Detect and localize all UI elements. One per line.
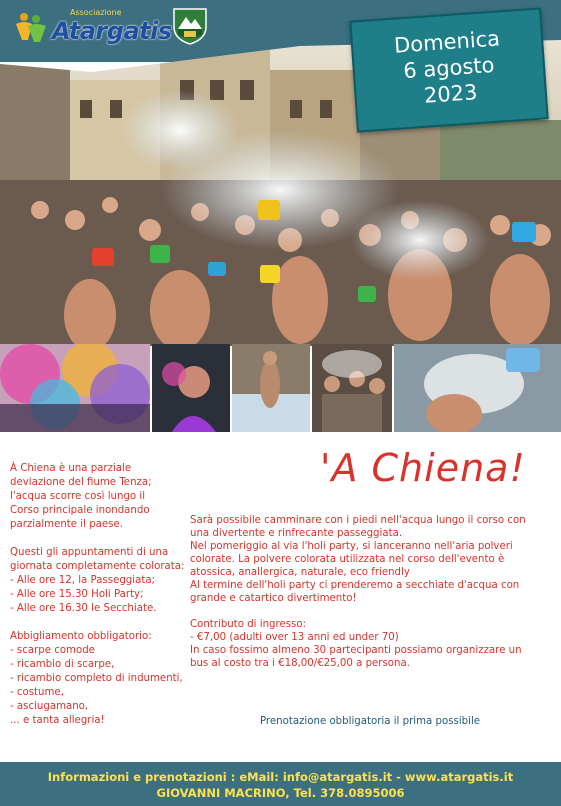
gear-line: - scarpe comode — [10, 645, 95, 656]
schedule-line: Questi gli appuntamenti di una — [10, 547, 169, 558]
date-sign — [349, 7, 548, 132]
fee-line: bus al costo tra i €18,00/€25,00 a persona. — [190, 658, 410, 669]
description-line: Nel pomeriggio al via l'holi party, si lanceranno nell'aria polveri — [190, 541, 513, 552]
intro-line: Corso principale inondando — [10, 505, 150, 516]
holi-colors-photo — [0, 344, 150, 432]
logo-name: Atargatis — [52, 17, 172, 45]
gear-line: ... e tanta allegria! — [10, 715, 105, 726]
description-line: grande e catartico divertimento! — [190, 593, 357, 604]
contact-person: GIOVANNI MACRINO, Tel. 378.0895006 — [156, 786, 405, 800]
description-line: Sarà possibile camminare con i piedi nell'acqua lungo il corso con — [190, 515, 526, 526]
fee-line: In caso fossimo almeno 30 partecipanti possiamo organizzare un — [190, 645, 522, 656]
description-line: una divertente e rinfrecante passeggiata. — [190, 528, 403, 539]
atargatis-logo — [14, 8, 172, 45]
schedule-line: - Alle ore 15.30 Holi Party; — [10, 589, 144, 600]
intro-block — [10, 462, 185, 532]
schedule-line: - Alle ore 12, la Passeggiata; — [10, 575, 155, 586]
gear-line: - costume, — [10, 687, 64, 698]
holi-girl-photo — [152, 344, 230, 432]
left-info-column — [10, 462, 185, 728]
fee-paragraph — [190, 618, 550, 670]
date-day-month: 6 agosto — [402, 52, 496, 84]
schedule-line: - Alle ore 16.30 le Secchiate. — [10, 603, 157, 614]
description-line: Al termine dell'holi party ci prenderemo a secchiate d'acqua con — [190, 580, 520, 591]
description-paragraph — [190, 514, 550, 605]
date-year: 2023 — [423, 80, 479, 108]
gear-line: Abbigliamento obbligatorio: — [10, 631, 152, 642]
description-line: atossica, anallergica, naturale, eco friendly — [190, 567, 410, 578]
schedule-block — [10, 546, 185, 616]
intro-line: l'acqua scorre così lungo il — [10, 491, 146, 502]
gear-line: - asciugamano, — [10, 701, 89, 712]
intro-line: deviazione del fiume Tenza; — [10, 477, 152, 488]
gear-line: - ricambio di scarpe, — [10, 659, 115, 670]
contact-info[interactable]: Informazioni e prenotazioni : eMail: info@atargatis.it - www.atargatis.it — [47, 770, 514, 784]
description-line: colorate. La polvere colorata utilizzata nel corso dell'evento è — [190, 554, 505, 565]
gear-block — [10, 630, 185, 728]
event-title: 'A Chiena! — [320, 446, 526, 490]
people-figure-icon — [14, 10, 48, 44]
fee-line: - €7,00 (adulti over 13 anni ed under 70) — [190, 632, 399, 643]
bucket-splash-photo — [394, 344, 561, 432]
booking-note: Prenotazione obbligatoria il prima possibile — [259, 716, 481, 727]
intro-line: À Chiena è una parziale — [10, 463, 132, 474]
main-description — [190, 514, 550, 670]
gear-line: - ricambio completo di indumenti, — [10, 673, 183, 684]
schedule-line: giornata completamente colorata: — [10, 561, 185, 572]
intro-line: parzialmente il paese. — [10, 519, 123, 530]
water-street-photo — [232, 344, 310, 432]
mountain-shield-icon — [172, 7, 208, 45]
logo-association-label: Associazione — [70, 8, 122, 17]
crowd-water-photo — [312, 344, 392, 432]
fee-line: Contributo di ingresso: — [190, 619, 307, 630]
date-weekday: Domenica — [393, 26, 501, 58]
